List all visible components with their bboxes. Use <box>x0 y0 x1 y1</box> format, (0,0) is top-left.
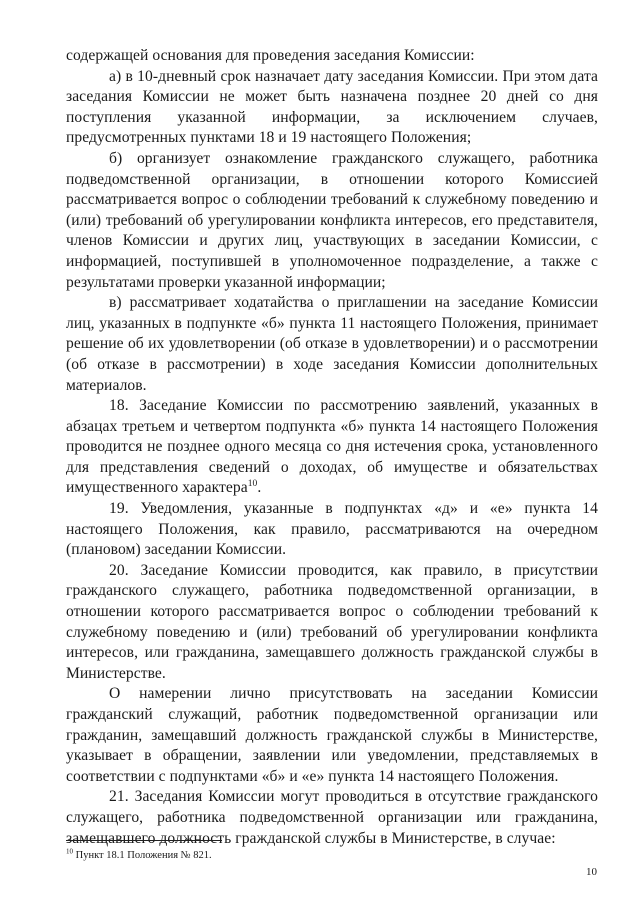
footnote-text: Пункт 18.1 Положения № 821. <box>73 850 212 861</box>
page-number: 10 <box>586 866 597 878</box>
paragraph-19 <box>66 499 598 561</box>
paragraph-text: 21. Заседания Комиссии могут проводиться в отсутствие гражданского служащего, работника подведомственной организации или гражданина, замещавшего должность гражданской службы в Министерстве, в случае: <box>66 788 598 847</box>
paragraph-text: б) организует ознакомление гражданского служащего, работника подведомственной организации, в отношении которого Комиссией рассматривается вопрос о соблюдении требований к служебному поведению и (или) требований об урегулировании конфликта интересов, его представителя, членов Комиссии и других лиц, участвующих в заседании Комиссии, с информацией, поступившей в уполномоченное подразделение, а также с результатами проверки указанной информации; <box>66 149 598 291</box>
footnote <box>66 849 598 862</box>
paragraph-tail: . <box>257 479 262 497</box>
paragraph-text: 19. Уведомления, указанные в подпунктах «д» и «е» пункта 14 настоящего Положения, как правило, рассматриваются на очередном (плановом) заседании Комиссии. <box>66 500 598 559</box>
paragraph-17c <box>66 293 598 396</box>
paragraph-text: 20. Заседание Комиссии проводится, как правило, в присутствии гражданского служащего, работника подведомственной организации, в отношении которого рассматривается вопрос о соблюдении требований к служебному поведению и (или) требований об урегулировании конфликта интересов, или гражданина, замещавшего должность гражданской службы в Министерстве. <box>66 561 598 682</box>
paragraph-20 <box>66 561 598 685</box>
footnote-divider <box>66 840 222 841</box>
footnote-reference: 10 <box>247 479 258 490</box>
paragraph-17a <box>66 67 598 149</box>
paragraph-text: в) рассматривает ходатайства о приглашении на заседание Комиссии лиц, указанных в подпункте «б» пункта 11 настоящего Положения, принимает решение об их удовлетворении (об отказе в удовлетворении) и о рассмотрении (об отказе в рассмотрении) в ходе заседания Комиссии дополнительных материалов. <box>66 294 598 394</box>
paragraph-18 <box>66 396 598 499</box>
paragraph-text: содержащей основания для проведения заседания Комиссии: <box>66 47 475 64</box>
paragraph-20-intent <box>66 684 598 787</box>
paragraph-text: О намерении лично присутствовать на заседании Комиссии гражданский служащий, работник подведомственной организации или гражданин, замещавший должность гражданской службы в Министерстве, указывает в обращении, заявлении или уведомлении, представляемых в соответствии с подпунктами «б» и «е» пункта 14 настоящего Положения. <box>66 685 598 785</box>
body-text <box>66 46 598 849</box>
paragraph-text: а) в 10-дневный срок назначает дату заседания Комиссии. При этом дата заседания Комиссии не может быть назначена позднее 20 дней со дня поступления указанной информации, за исключением случаев, предусмотренных пунктами 18 и 19 настоящего Положения; <box>66 67 598 147</box>
paragraph-text: 18. Заседание Комиссии по рассмотрению заявлений, указанных в абзацах третьем и четвертом подпункта «б» пункта 14 настоящего Положения проводится не позднее одного месяца со дня истечения срока, установленного для представления сведений о доходах, об имуществе и обязательствах имущественного характера <box>66 397 598 497</box>
footnote-marker: 10 <box>66 847 73 856</box>
paragraph-17b <box>66 149 598 293</box>
paragraph-intro <box>66 46 598 67</box>
